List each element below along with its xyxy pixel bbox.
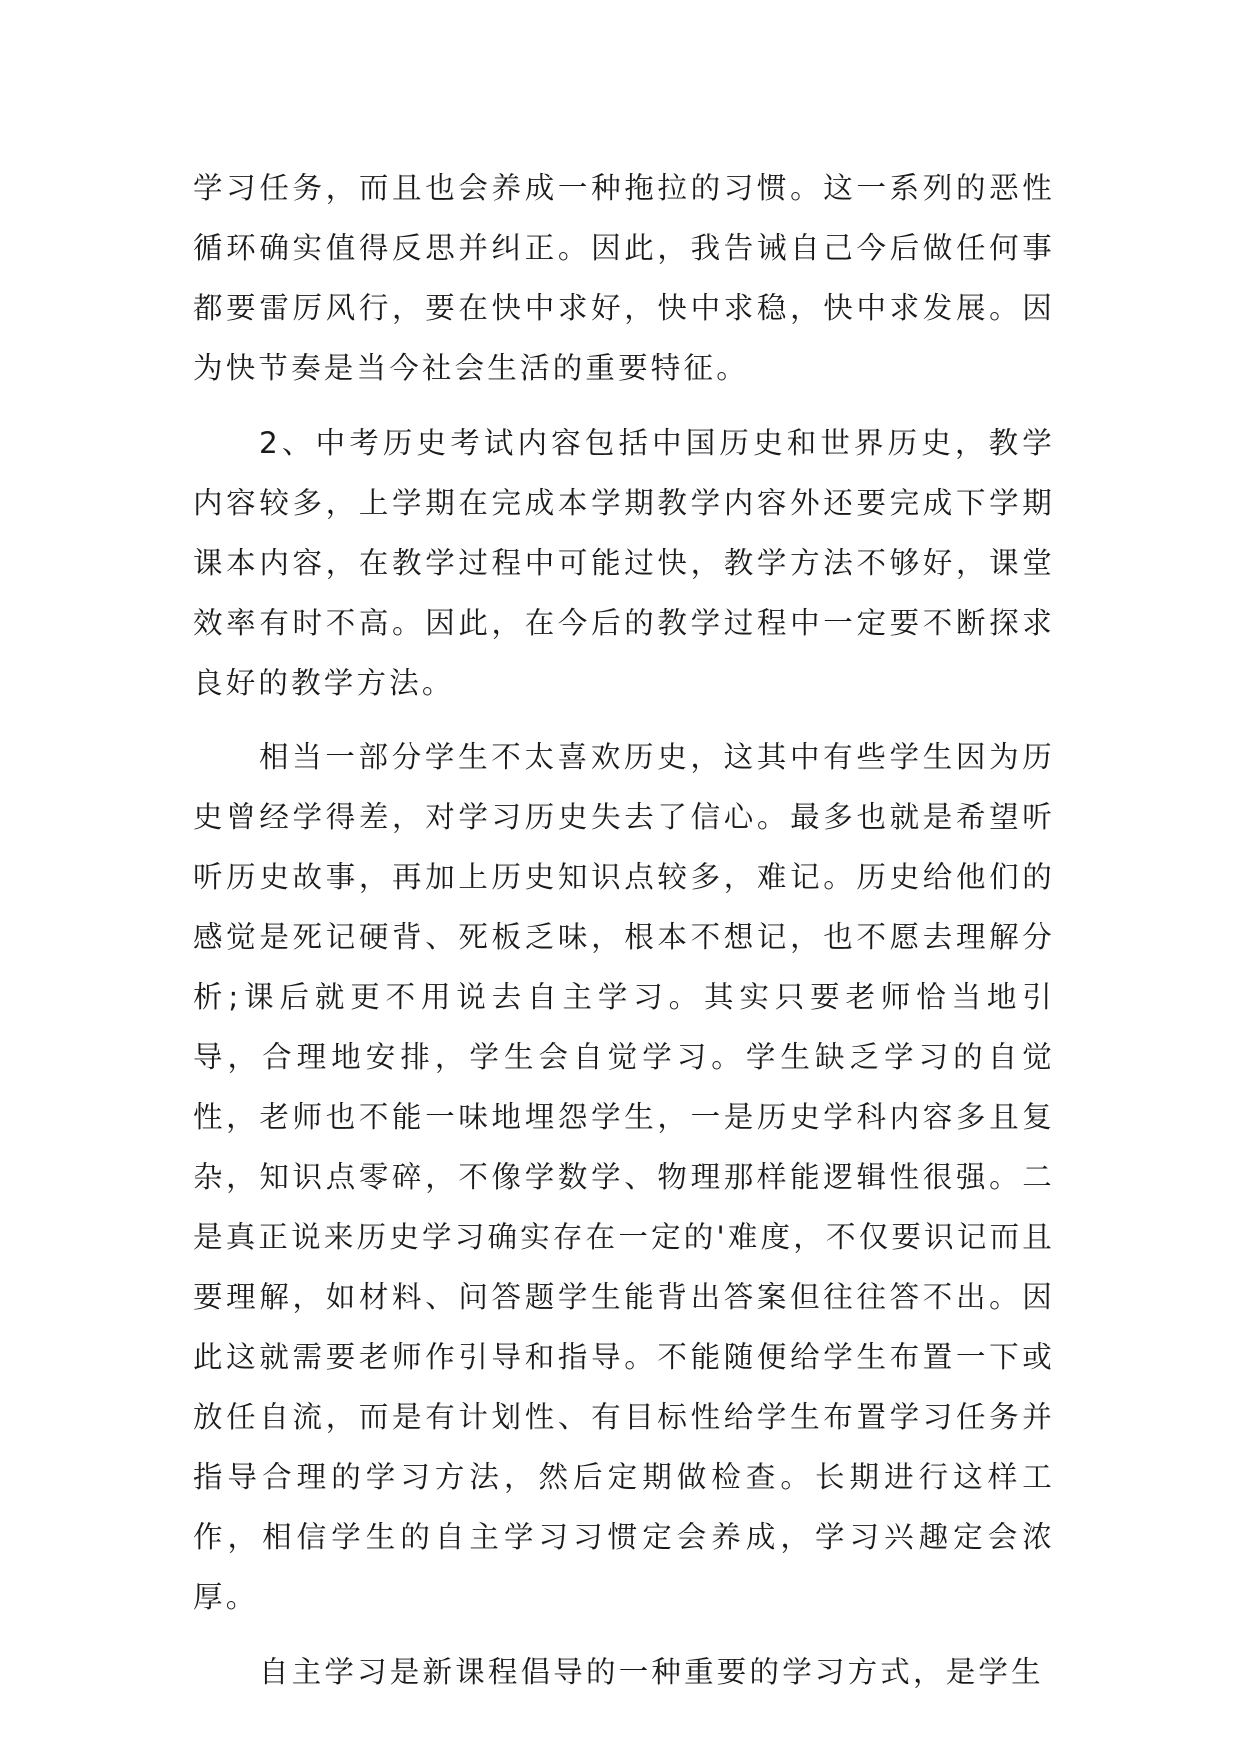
paragraph-teaching-content: 2、中考历史考试内容包括中国历史和世界历史，教学内容较多，上学期在完成本学期教学内容外还要完成下学期课本内容，在教学过程中可能过快，教学方法不够好，课堂效率有时不高。因此，在今后的教学过程中一定要不断探求良好的教学方法。 (193, 425, 1055, 700)
paragraph-continuation: 学习任务，而且也会养成一种拖拉的习惯。这一系列的恶性循环确实值得反思并纠正。因此，我告诫自己今后做任何事都要雷厉风行，要在快中求好，快中求稳，快中求发展。因为快节奏是当今社会生活的重要特征。 (193, 171, 1055, 385)
paragraph-self-learning: 自主学习是新课程倡导的一种重要的学习方式，是学生 (259, 1654, 1044, 1689)
document-body (193, 158, 1055, 1716)
paragraph-student-interest: 相当一部分学生不太喜欢历史，这其中有些学生因为历史曾经学得差，对学习历史失去了信心。最多也就是希望听听历史故事，再加上历史知识点较多，难记。历史给他们的感觉是死记硬背、死板乏味，根本不想记，也不愿去理解分析;课后就更不用说去自主学习。其实只要老师恰当地引导，合理地安排，学生会自觉学习。学生缺乏学习的自觉性，老师也不能一味地埋怨学生，一是历史学科内容多且复杂，知识点零碎，不像学数学、物理那样能逻辑性很强。二是真正说来历史学习确实存在一定的'难度，不仅要识记而且要理解，如材料、问答题学生能背出答案但往往答不出。因此这就需要老师作引导和指导。不能随便给学生布置一下或放任自流，而是有计划性、有目标性给学生布置学习任务并指导合理的学习方法，然后定期做检查。长期进行这样工作，相信学生的自主学习习惯定会养成，学习兴趣定会浓厚。 (193, 740, 1055, 1614)
